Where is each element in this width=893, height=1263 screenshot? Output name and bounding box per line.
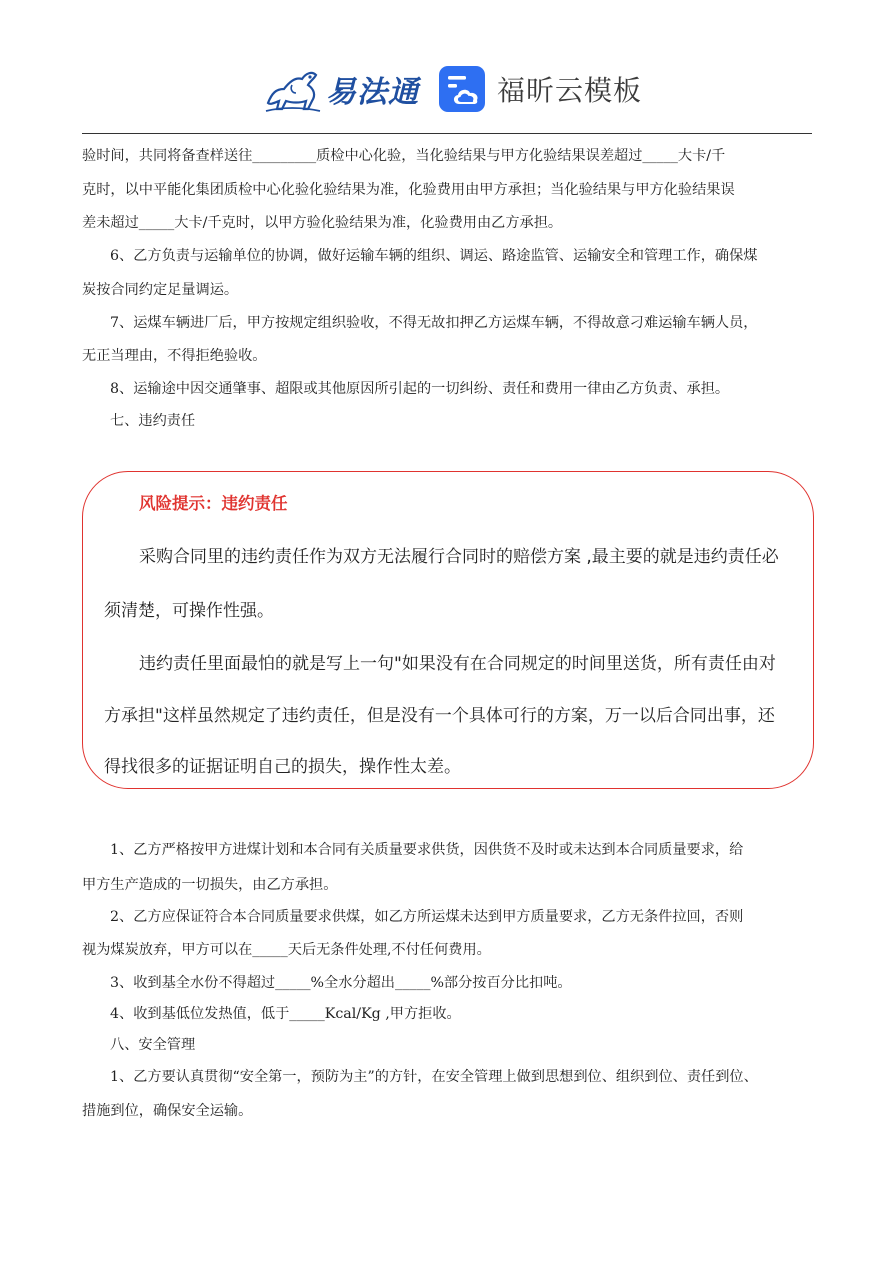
cloud-document-icon	[437, 64, 487, 114]
paragraph-line: 差未超过_____大卡/千克时，以甲方验化验结果为准，化验费用由乙方承担。	[82, 215, 563, 231]
paragraph-line: 视为煤炭放弃，甲方可以在_____天后无条件处理,不付任何费用。	[82, 942, 491, 958]
risk-tip-line: 方承担"这样虽然规定了违约责任，但是没有一个具体可行的方案，万一以后合同出事，还	[104, 706, 775, 726]
logo2-text: 福昕云模板	[497, 74, 643, 107]
paragraph-line: 克时，以中平能化集团质检中心化验化验结果为准，化验费用由甲方承担；当化验结果与甲方化验结果误	[82, 182, 735, 198]
section-heading-8: 八、安全管理	[110, 1037, 196, 1053]
header-divider	[82, 133, 812, 134]
paragraph-line: 措施到位，确保安全运输。	[82, 1103, 253, 1119]
risk-tip-line: 违约责任里面最怕的就是写上一句"如果没有在合同规定的时间里送货，所有责任由对	[139, 654, 776, 674]
paragraph-line: 甲方生产造成的一切损失，由乙方承担。	[82, 877, 338, 893]
clause-3: 3、收到基全水份不得超过_____%全水分超出_____%部分按百分比扣吨。	[110, 975, 572, 991]
kirin-icon	[262, 63, 324, 115]
risk-tip-line: 得找很多的证据证明自己的损失，操作性太差。	[104, 757, 461, 777]
clause-4: 4、收到基低位发热值，低于_____Kcal/Kg ,甲方拒收。	[110, 1006, 461, 1022]
risk-tip-line: 采购合同里的违约责任作为双方无法履行合同时的赔偿方案 ,最主要的就是违约责任必	[139, 547, 779, 567]
clause-1: 1、乙方严格按甲方进煤计划和本合同有关质量要求供货，因供货不及时或未达到本合同质量要求，给	[110, 842, 744, 858]
page-header	[0, 55, 893, 125]
section-heading-7: 七、违约责任	[110, 413, 196, 429]
risk-tip-line: 须清楚，可操作性强。	[104, 601, 274, 621]
clause-6: 6、乙方负责与运输单位的协调，做好运输车辆的组织、调运、路途监管、运输安全和管理工作，确保煤	[110, 248, 758, 264]
clause-7: 7、运煤车辆进厂后，甲方按规定组织验收，不得无故扣押乙方运煤车辆，不得故意刁难运输车辆人员，	[110, 315, 758, 331]
paragraph-line: 验时间，共同将备查样送往_________质检中心化验，当化验结果与甲方化验结果误差超过_____大卡/千	[82, 148, 726, 164]
risk-tip-box	[82, 471, 814, 789]
paragraph-line: 无正当理由，不得拒绝验收。	[82, 348, 267, 364]
yifatong-logo	[262, 63, 419, 115]
risk-tip-title: 风险提示：违约责任	[139, 494, 288, 513]
paragraph-line: 炭按合同约定足量调运。	[82, 282, 239, 298]
logo1-text: 易法通	[326, 75, 419, 110]
clause-2: 2、乙方应保证符合本合同质量要求供煤，如乙方所运煤未达到甲方质量要求，乙方无条件拉回，否则	[110, 909, 744, 925]
clause-safety-1: 1、乙方要认真贯彻“安全第一，预防为主”的方针，在安全管理上做到思想到位、组织到位、责任到位、	[110, 1069, 758, 1085]
fuxinyun-logo	[437, 64, 642, 114]
clause-8: 8、运输途中因交通肇事、超限或其他原因所引起的一切纠纷、责任和费用一律由乙方负责、承担。	[110, 381, 730, 397]
